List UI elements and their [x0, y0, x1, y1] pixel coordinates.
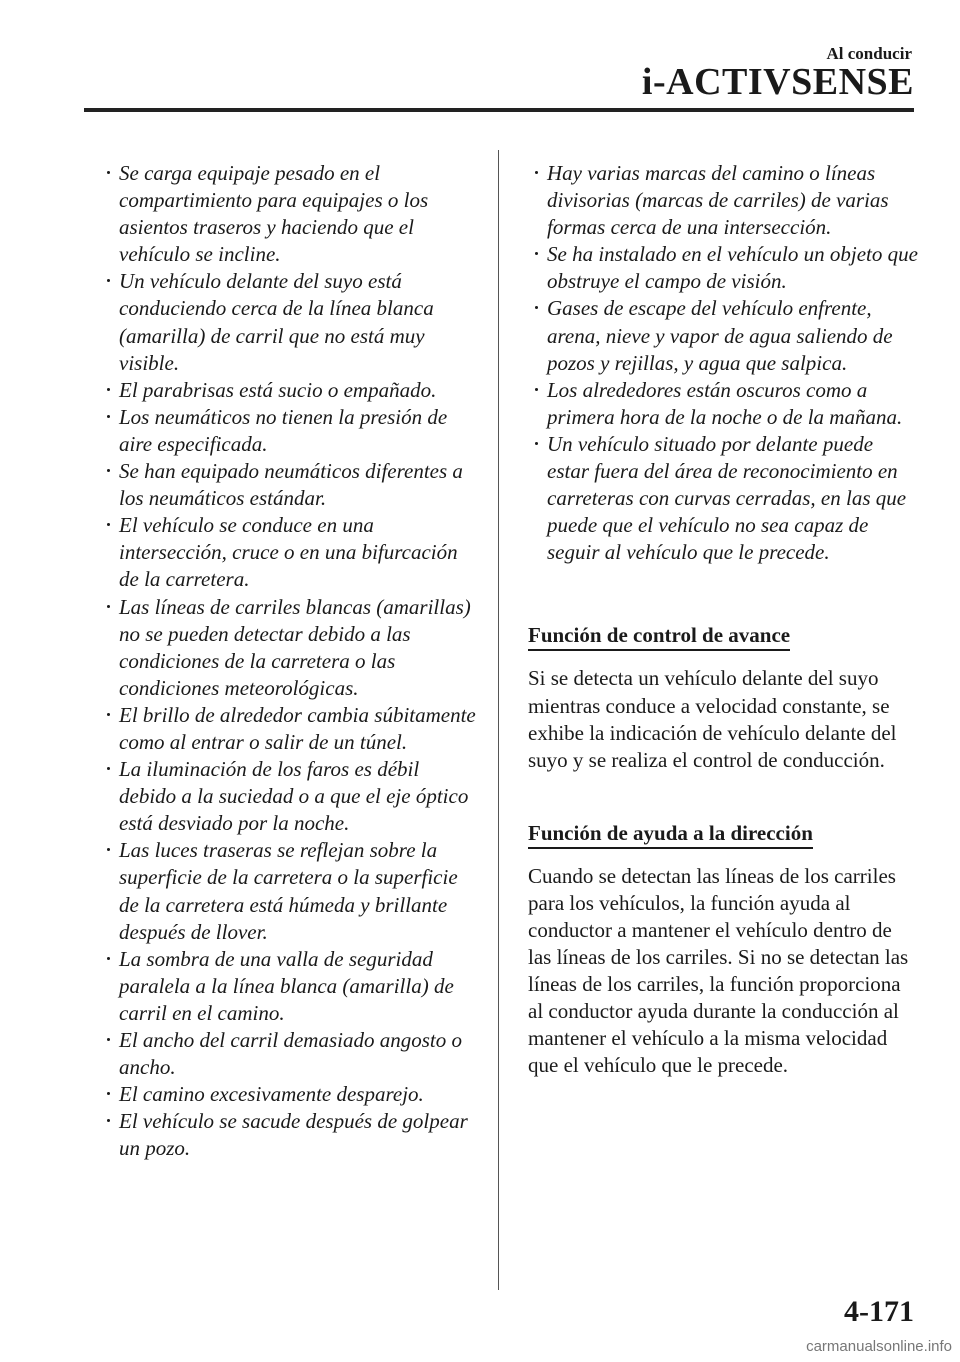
bullet-dot-icon: [107, 767, 110, 770]
bullet-text: Los alrededores están oscuros como a primera hora de la noche o de la mañana.: [547, 377, 903, 429]
bullet-item: [100, 458, 476, 512]
bullet-text: El parabrisas está sucio o empañado.: [119, 377, 437, 402]
bullet-text: El brillo de alrededor cambia súbitamente como al entrar o salir de un túnel.: [119, 702, 476, 754]
bullet-item: [100, 946, 476, 1027]
bullet-dot-icon: [107, 415, 110, 418]
bullet-text: La iluminación de los faros es débil debido a la suciedad o a que el eje óptico está desviado por la noche.: [119, 757, 469, 836]
bullet-text: Un vehículo situado por delante puede estar fuera del área de reconocimiento en carreteras con curvas cerradas, en las que puede que el vehículo no sea capaz de seguir al vehículo que le precede.: [547, 431, 907, 565]
bullet-item: [528, 160, 920, 241]
bullet-dot-icon: [107, 848, 110, 851]
bullet-text: La sombra de una valla de seguridad paralela a la línea blanca (amarilla) de carril en el camino.: [119, 946, 454, 1025]
bullet-dot-icon: [107, 605, 110, 608]
bullet-item: [528, 431, 920, 566]
bullet-text: Un vehículo delante del suyo está conduciendo cerca de la línea blanca (amarilla) de carril que no está muy visible.: [119, 269, 434, 375]
section-title: Al conducir: [826, 44, 912, 63]
bullet-text: El vehículo se conduce en una intersección, cruce o en una bifurcación de la carretera.: [119, 513, 458, 592]
section-heading: Función de ayuda a la dirección: [528, 820, 813, 849]
bullet-text: Se carga equipaje pesado en el compartimiento para equipajes o los asientos traseros y haciendo que el vehículo se incline.: [119, 161, 429, 267]
bullet-text: Las luces traseras se reflejan sobre la superficie de la carretera o la superficie de la carretera está húmeda y brillante después de llover.: [119, 838, 458, 944]
header-divider: [84, 108, 914, 112]
bullet-text: Se han equipado neumáticos diferentes a los neumáticos estándar.: [119, 459, 463, 511]
chapter-title: i-ACTIVSENSE: [641, 61, 914, 103]
bullet-dot-icon: [107, 279, 110, 282]
bullet-item: [100, 594, 476, 702]
bullet-item: [100, 377, 476, 404]
bullet-dot-icon: [107, 1119, 110, 1122]
section-paragraph: Si se detecta un vehículo delante del suyo mientras conduce a velocidad constante, se exhibe la indicación de vehículo delante del suyo y se realiza el control de conducción.: [528, 666, 897, 772]
section-paragraph: Cuando se detectan las líneas de los carriles para los vehículos, la función ayuda al conductor a mantener el vehículo dentro de las líneas de los carriles. Si no se detectan las líneas de los carriles, la función proporciona al conductor ayuda durante la conducción al mantener el vehículo a la misma velocidad que el vehículo que le precede.: [528, 863, 909, 1078]
bullet-text: El vehículo se sacude después de golpear un pozo.: [119, 1109, 468, 1161]
watermark: carmanualsonline.info: [806, 1338, 952, 1355]
left-bullet-list: [100, 160, 476, 1162]
bullet-item: [100, 268, 476, 376]
bullet-item: [100, 1027, 476, 1081]
bullet-item: [528, 241, 920, 295]
bullet-dot-icon: [107, 523, 110, 526]
bullet-item: [528, 377, 920, 431]
right-column: [528, 160, 920, 1080]
bullet-dot-icon: [107, 713, 110, 716]
bullet-text: Las líneas de carriles blancas (amarillas) no se pueden detectar debido a las condiciones de la carretera o las condiciones meteorológicas.: [119, 594, 471, 700]
bullet-dot-icon: [107, 171, 110, 174]
section-forward-control: [528, 622, 920, 773]
bullet-dot-icon: [535, 306, 538, 309]
left-column: [100, 160, 476, 1162]
bullet-item: [100, 1081, 476, 1108]
bullet-dot-icon: [535, 171, 538, 174]
bullet-dot-icon: [107, 469, 110, 472]
page-number: 4-171: [844, 1295, 914, 1328]
bullet-text: Hay varias marcas del camino o líneas divisorias (marcas de carriles) de varias formas cerca de una intersección.: [547, 161, 889, 240]
bullet-item: [100, 512, 476, 593]
bullet-text: El ancho del carril demasiado angosto o ancho.: [119, 1028, 462, 1080]
right-bullet-list: [528, 160, 920, 566]
bullet-dot-icon: [535, 442, 538, 445]
bullet-dot-icon: [107, 957, 110, 960]
bullet-item: [100, 702, 476, 756]
bullet-dot-icon: [535, 252, 538, 255]
bullet-dot-icon: [107, 1038, 110, 1041]
bullet-dot-icon: [107, 1092, 110, 1095]
bullet-text: Se ha instalado en el vehículo un objeto que obstruye el campo de visión.: [547, 242, 918, 294]
bullet-text: Los neumáticos no tienen la presión de aire especificada.: [119, 404, 448, 456]
bullet-dot-icon: [107, 388, 110, 391]
bullet-dot-icon: [535, 388, 538, 391]
bullet-item: [528, 295, 920, 376]
bullet-item: [100, 837, 476, 945]
bullet-item: [100, 756, 476, 837]
bullet-item: [100, 1108, 476, 1162]
column-divider: [498, 150, 499, 1290]
section-steering-assist: [528, 820, 920, 1080]
section-heading: Función de control de avance: [528, 622, 790, 651]
bullet-item: [100, 404, 476, 458]
bullet-item: [100, 160, 476, 268]
bullet-text: Gases de escape del vehículo enfrente, arena, nieve y vapor de agua saliendo de pozos y rejillas, y agua que salpica.: [547, 296, 893, 375]
bullet-text: El camino excesivamente desparejo.: [119, 1082, 424, 1107]
